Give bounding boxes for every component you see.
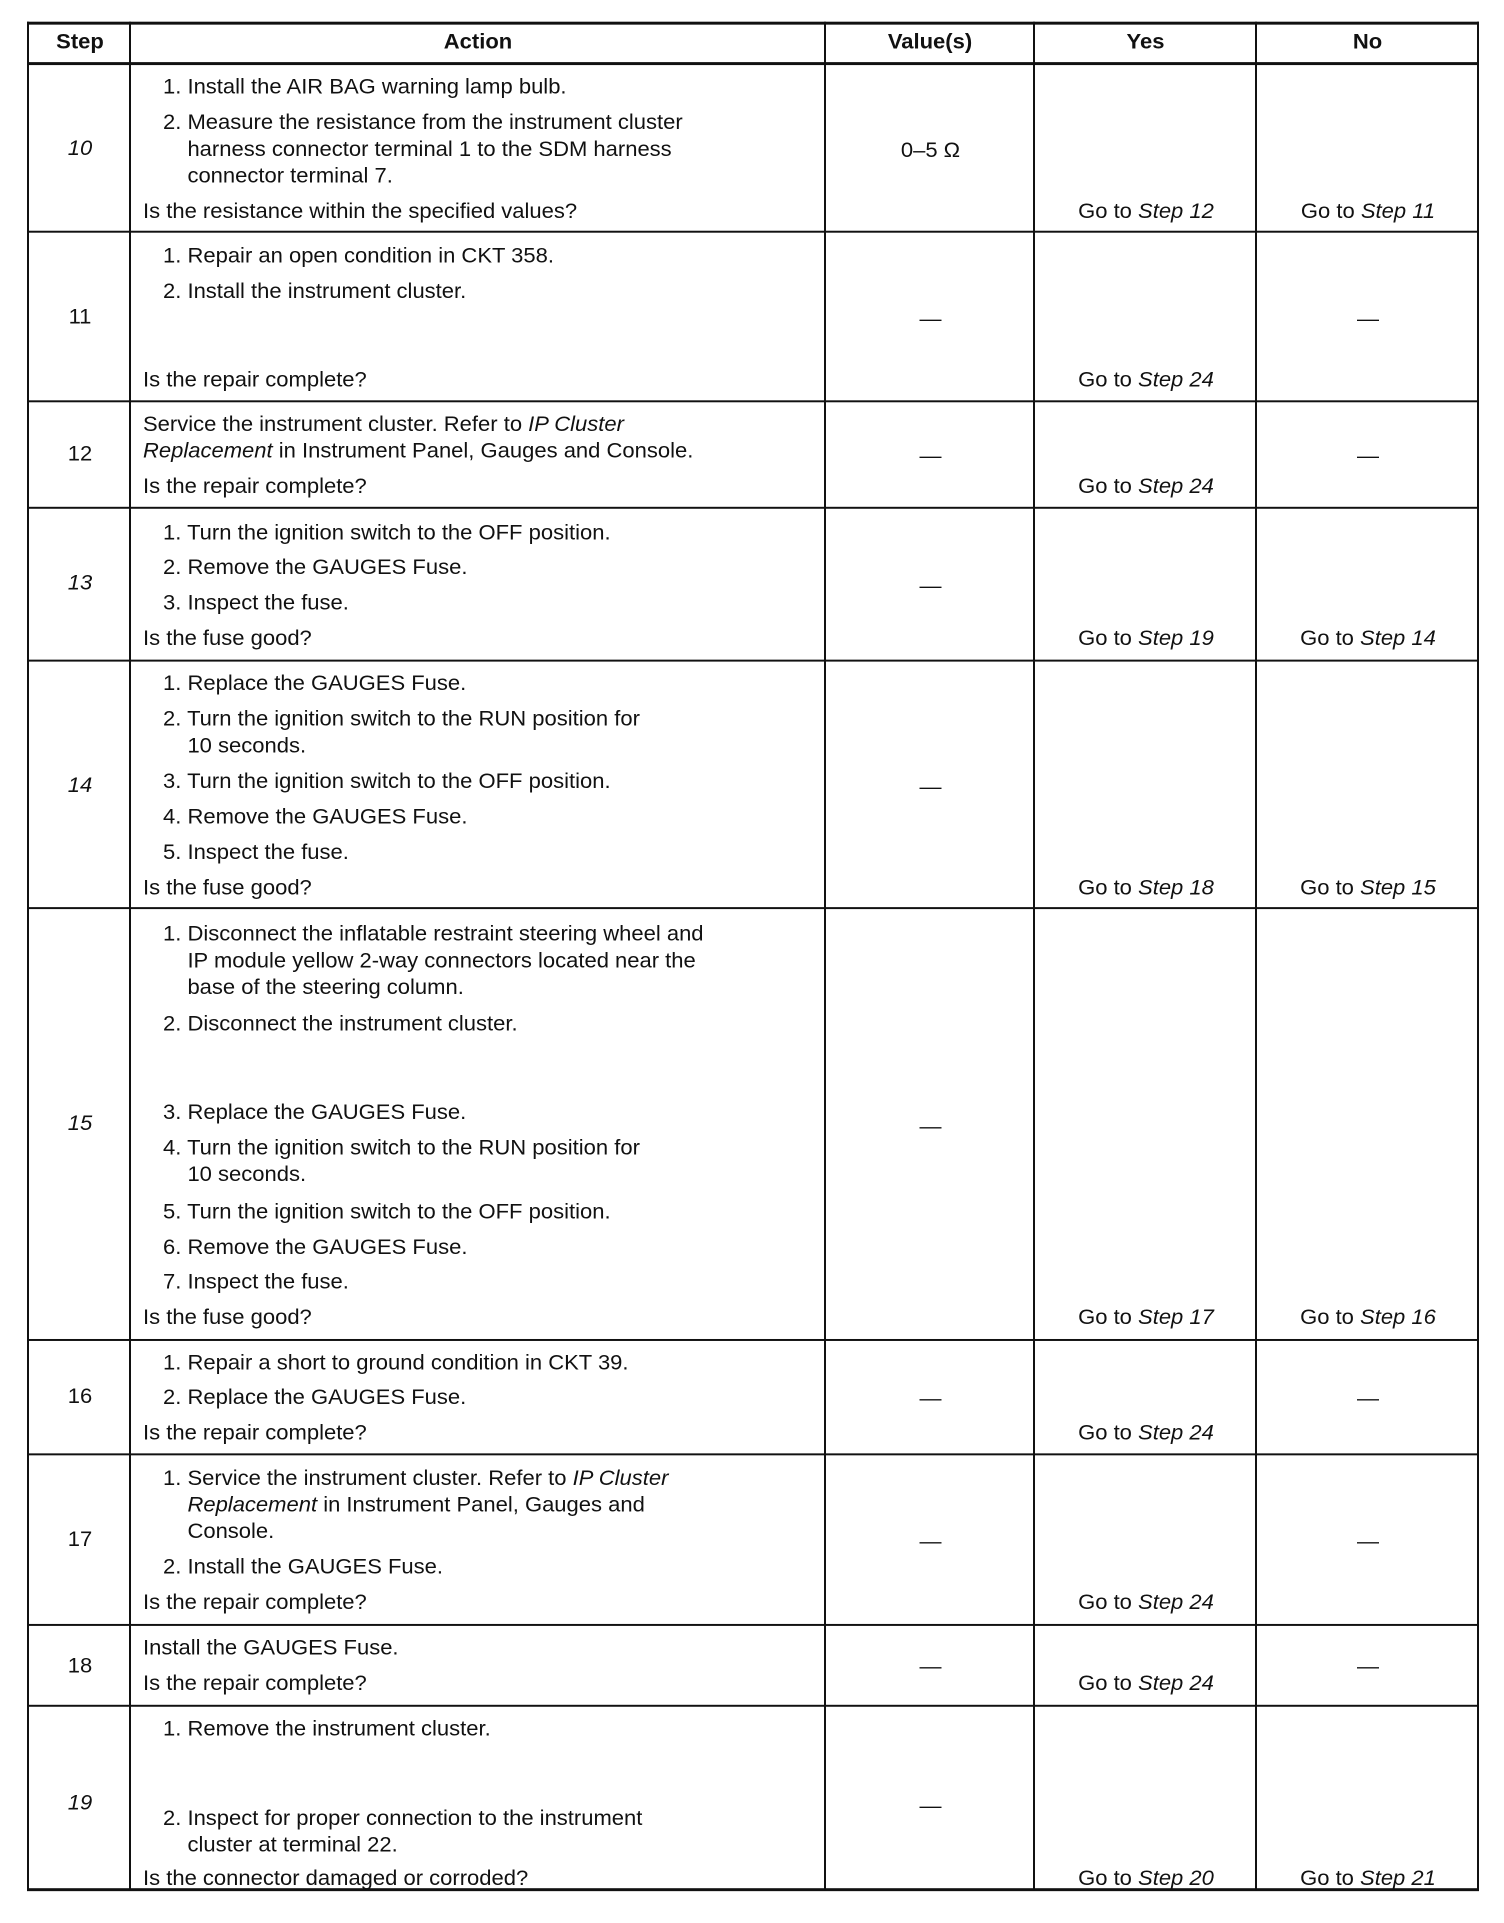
action-question: Is the repair complete?: [143, 366, 367, 392]
no-link[interactable]: Go to Step 16: [1300, 1304, 1436, 1330]
yes-link[interactable]: Go to Step 12: [1078, 198, 1214, 223]
action-question: Is the connector damaged or corroded?: [143, 1865, 529, 1891]
action-item: 1. Install the AIR BAG warning lamp bulb.: [163, 73, 567, 99]
step-number: 18: [67, 1652, 93, 1678]
action-item: 1. Remove the instrument cluster.: [163, 1715, 491, 1741]
column-divider: [824, 22, 826, 1890]
header-step: Step: [56, 28, 104, 54]
value: —: [919, 305, 942, 331]
action-item: 2. Remove the GAUGES Fuse.: [163, 554, 468, 579]
yes-link[interactable]: Go to Step 17: [1078, 1304, 1214, 1330]
action-question: Is the repair complete?: [143, 1589, 367, 1615]
header-values: Value(s): [887, 28, 973, 54]
action-item: 1. Repair an open condition in CKT 358.: [163, 242, 554, 268]
yes-link[interactable]: Go to Step 24: [1078, 1419, 1214, 1445]
header-action: Action: [443, 28, 513, 54]
action-item: 1. Replace the GAUGES Fuse.: [163, 670, 467, 696]
value: —: [919, 1653, 942, 1679]
value: —: [919, 1385, 942, 1410]
value: 0–5 Ω: [900, 137, 961, 162]
value: —: [919, 774, 942, 799]
step-number: 13: [67, 569, 93, 595]
step-number: 10: [67, 135, 93, 160]
no-value: —: [1357, 442, 1379, 468]
row-divider: [27, 907, 1479, 909]
action-item: 1. Repair a short to ground condition in CKT 39.: [163, 1349, 629, 1375]
action-question: Is the repair complete?: [143, 473, 367, 498]
action-question: Is the fuse good?: [143, 625, 312, 650]
no-value: —: [1357, 1528, 1379, 1553]
table-border: [1477, 22, 1479, 1890]
value: —: [919, 1528, 942, 1553]
action-question: Is the fuse good?: [143, 874, 312, 900]
yes-link[interactable]: Go to Step 24: [1078, 366, 1214, 392]
no-link[interactable]: Go to Step 11: [1300, 198, 1436, 223]
step-number: 14: [67, 772, 93, 797]
step-number: 17: [67, 1526, 93, 1551]
header-yes: Yes: [1126, 28, 1165, 54]
row-divider: [27, 660, 1479, 662]
action-item: 2. Install the instrument cluster.: [163, 278, 467, 303]
yes-link[interactable]: Go to Step 24: [1078, 1670, 1214, 1695]
yes-link[interactable]: Go to Step 19: [1078, 625, 1214, 650]
action-item: 5. Turn the ignition switch to the OFF position.: [163, 1198, 611, 1224]
row-divider: [27, 507, 1479, 509]
row-divider: [27, 400, 1479, 402]
no-value: —: [1357, 305, 1379, 331]
action-item: 3. Inspect the fuse.: [163, 589, 349, 615]
yes-link[interactable]: Go to Step 24: [1078, 473, 1214, 498]
no-link[interactable]: Go to Step 14: [1300, 625, 1436, 650]
action-item: 3. Turn the ignition switch to the OFF position.: [163, 768, 611, 793]
step-number: 16: [67, 1383, 93, 1409]
no-value: —: [1357, 1653, 1379, 1679]
step-number: 11: [68, 303, 92, 329]
step-number: 19: [67, 1789, 93, 1815]
action-item: 2. Install the GAUGES Fuse.: [163, 1553, 444, 1579]
no-link[interactable]: Go to Step 21: [1300, 1865, 1436, 1891]
action-item: 2. Inspect for proper connection to the instrument cluster at terminal 22.: [163, 1805, 643, 1857]
action-question: Is the repair complete?: [143, 1419, 367, 1445]
value: —: [919, 442, 942, 468]
step-number: 12: [67, 440, 93, 466]
no-link[interactable]: Go to Step 15: [1300, 874, 1436, 900]
table-border: [27, 22, 1479, 25]
action-question: Is the fuse good?: [143, 1304, 312, 1330]
no-value: —: [1357, 1385, 1379, 1410]
value: —: [919, 1113, 942, 1138]
action-question: Is the resistance within the specified values?: [143, 198, 578, 223]
action-item: 4. Turn the ignition switch to the RUN position for 10 seconds.: [163, 1134, 640, 1187]
action-item: 5. Inspect the fuse.: [163, 839, 349, 864]
value: —: [919, 1792, 942, 1818]
step-number: 15: [67, 1110, 93, 1135]
action-item: 1. Service the instrument cluster. Refer to IP Cluster Replacement in Instrument Panel, Gauges and Console.: [163, 1465, 669, 1544]
row-divider: [27, 1705, 1479, 1707]
row-divider: [27, 231, 1479, 233]
action-item: 7. Inspect the fuse.: [163, 1268, 349, 1294]
yes-link[interactable]: Go to Step 24: [1078, 1589, 1214, 1615]
action-item: 4. Remove the GAUGES Fuse.: [163, 803, 468, 829]
action-item: 2. Turn the ignition switch to the RUN position for 10 seconds.: [163, 705, 640, 758]
value: —: [919, 572, 942, 598]
table-border: [27, 22, 29, 1890]
action-text: Install the GAUGES Fuse.: [143, 1634, 399, 1660]
row-divider: [27, 1624, 1479, 1626]
yes-link[interactable]: Go to Step 20: [1078, 1865, 1214, 1891]
column-divider: [1033, 22, 1035, 1890]
action-text: Service the instrument cluster. Refer to IP Cluster Replacement in Instrument Panel, Gauges and Console.: [143, 411, 694, 463]
action-item: 1. Disconnect the inflatable restraint steering wheel and IP module yellow 2-way connectors located near the base of the steering column.: [163, 920, 704, 999]
yes-link[interactable]: Go to Step 18: [1078, 874, 1214, 900]
action-item: 2. Measure the resistance from the instrument cluster harness connector terminal 1 to the SDM harness connector terminal 7.: [163, 109, 683, 188]
action-question: Is the repair complete?: [143, 1670, 367, 1695]
row-divider: [27, 1339, 1479, 1341]
header-divider: [27, 62, 1479, 65]
header-no: No: [1352, 28, 1383, 54]
action-item: 6. Remove the GAUGES Fuse.: [163, 1234, 468, 1260]
action-item: 2. Disconnect the instrument cluster.: [163, 1010, 518, 1036]
action-item: 2. Replace the GAUGES Fuse.: [163, 1384, 467, 1409]
action-item: 1. Turn the ignition switch to the OFF position.: [163, 519, 611, 545]
action-item: 3. Replace the GAUGES Fuse.: [163, 1099, 467, 1125]
row-divider: [27, 1453, 1479, 1455]
